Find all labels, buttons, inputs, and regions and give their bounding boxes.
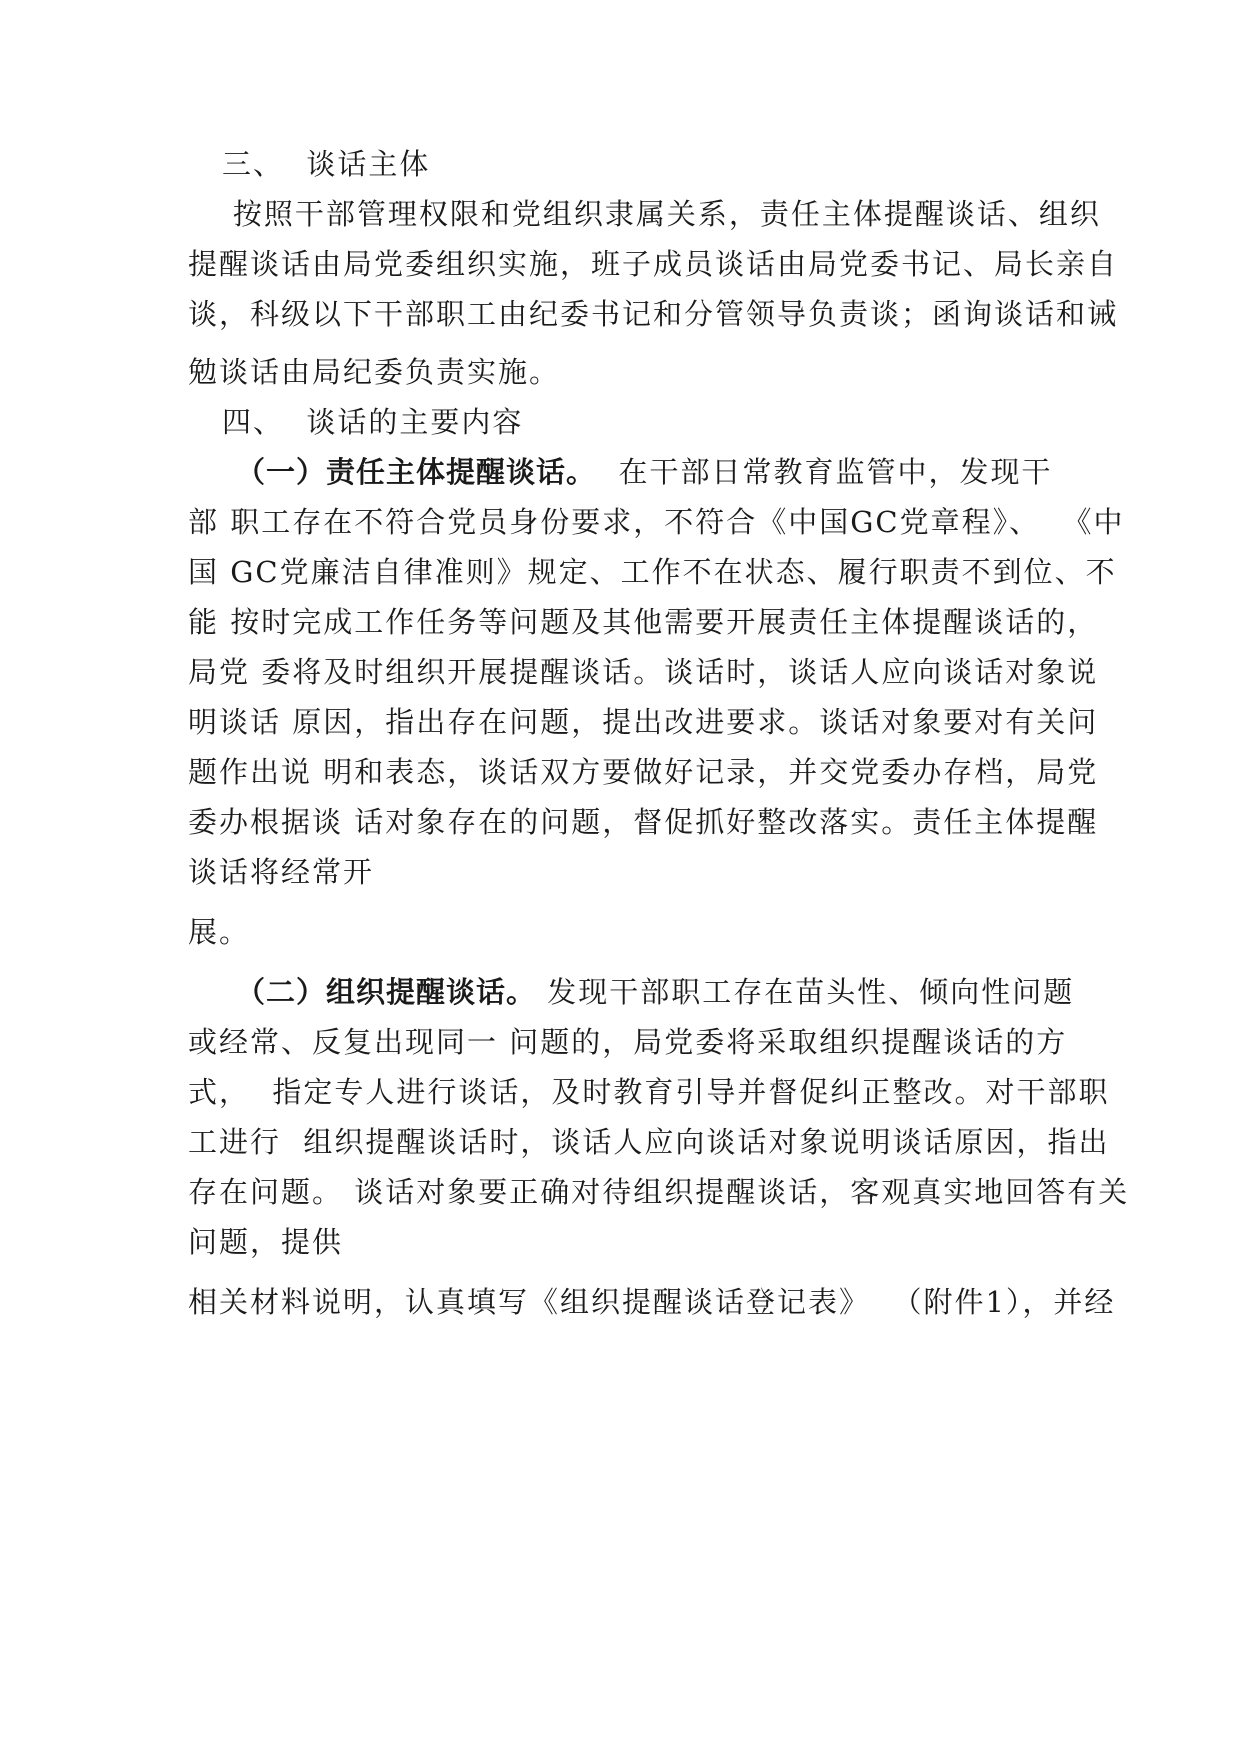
part-1-line-7: 题作出说 明和表态，谈话双方要做好记录，并交党委办存档，局党 [188,755,1099,789]
part-2-line-7: 相关材料说明，认真填写《组织提醒谈话登记表》 （附件1），并经 [188,1285,1116,1319]
section-3-line-2: 提醒谈话由局党委组织实施，班子成员谈话由局党委书记、局长亲自 [188,247,1119,281]
part-2-line-3: 式， 指定专人进行谈话，及时教育引导并督促纠正整改。对干部职 [188,1075,1110,1109]
part-1-first-line-text: 在干部日常教育监管中，发现干 [596,455,1053,489]
section-3-line-3: 谈，科级以下干部职工由纪委书记和分管领导负责谈；函询谈话和诫 [188,297,1119,331]
part-1-first-line [236,454,1106,490]
part-2-title: （二）组织提醒谈话。 [236,975,537,1009]
part-2-line-4: 工进行 组织提醒谈话时，谈话人应向谈话对象说明谈话原因，指出 [188,1125,1110,1159]
part-1-line-5: 局党 委将及时组织开展提醒谈话。谈话时，谈话人应向谈话对象说 [188,655,1099,689]
part-1-line-8: 委办根据谈 话对象存在的问题，督促抓好整改落实。责任主体提醒 [188,805,1099,839]
part-1-line-3: 国 GC党廉洁自律准则》规定、工作不在状态、履行职责不到位、不 [188,555,1117,589]
part-1-title: （一）责任主体提醒谈话。 [236,455,597,489]
part-2-first-line [236,974,1106,1010]
part-2-first-line-text: 发现干部职工存在苗头性、倾向性问题 [536,975,1075,1009]
section-3-line-1: 按照干部管理权限和党组织隶属关系，责任主体提醒谈话、组织 [188,197,1101,231]
part-2-line-2: 或经常、反复出现同一 问题的，局党委将采取组织提醒谈话的方 [188,1025,1068,1059]
part-2-line-6: 问题，提供 [188,1225,344,1259]
part-1-line-6: 明谈话 原因，指出存在问题，提出改进要求。谈话对象要对有关问 [188,705,1099,739]
part-1-line-10: 展。 [188,915,251,949]
section-3-heading: 三、 谈话主体 [222,147,431,181]
section-4-heading: 四、 谈话的主要内容 [222,405,524,439]
part-2-line-5: 存在问题。 谈话对象要正确对待组织提醒谈话，客观真实地回答有关 [188,1175,1130,1209]
part-1-line-2: 部 职工存在不符合党员身份要求，不符合《中国GC党章程》、 《中 [188,505,1125,539]
part-1-line-9: 谈话将经常开 [188,855,375,889]
part-1-line-4: 能 按时完成工作任务等问题及其他需要开展责任主体提醒谈话的， [188,605,1099,639]
section-3-line-4: 勉谈话由局纪委负责实施。 [188,355,561,389]
